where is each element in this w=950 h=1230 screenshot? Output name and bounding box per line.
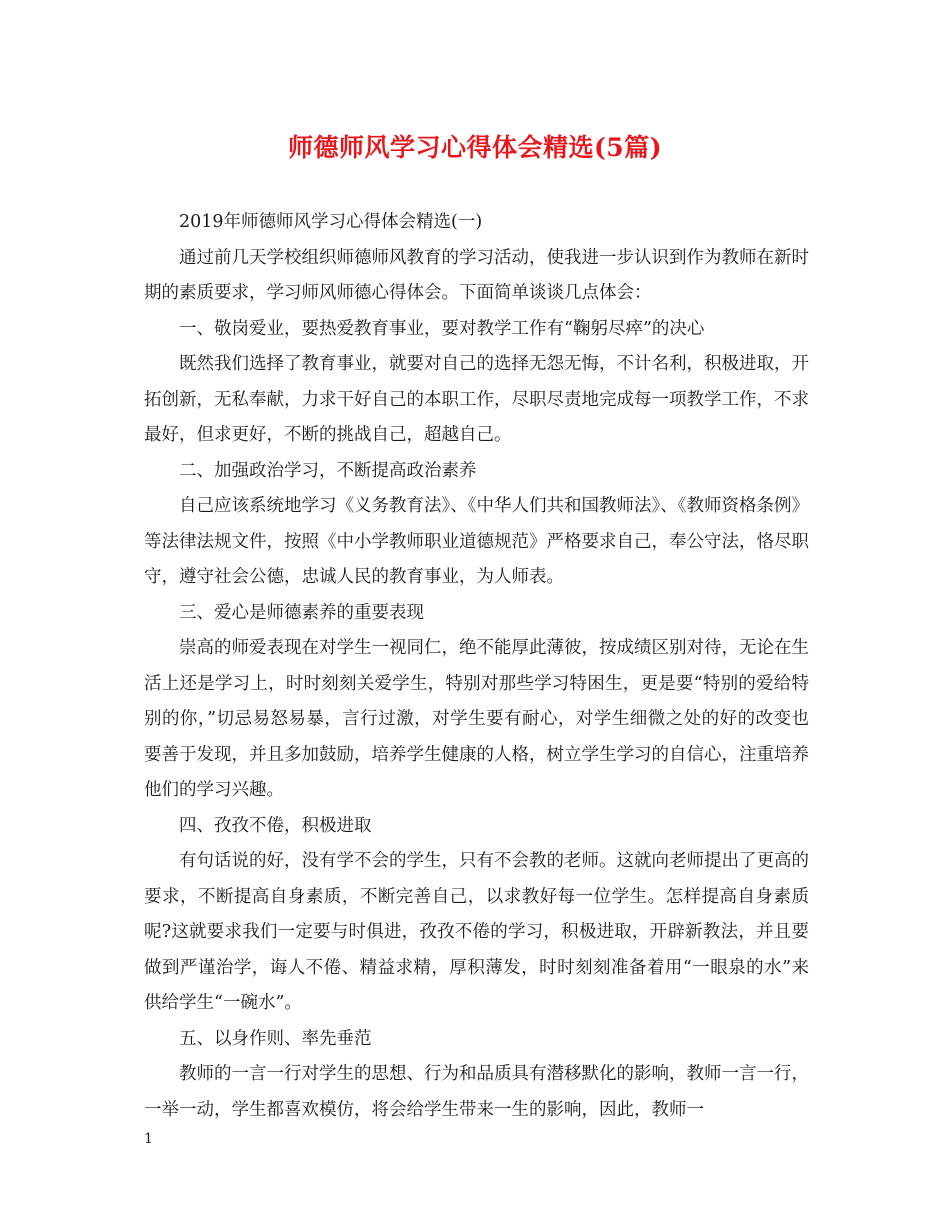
document-body: [144, 205, 809, 1128]
section-heading-intro: 2019年师德师风学习心得体会精选(一): [179, 212, 483, 232]
paragraph-2: 自己应该系统地学习《义务教育法》、《中华人们共和国教师法》、《教师资格条例》等法律法规文件，按照《中小学教师职业道德规范》严格要求自己，奉公守法，恪尽职守，遵守社会公德，忠诚人民的教育事业，为人师表。: [144, 496, 809, 587]
paragraph-4: 有句话说的好，没有学不会的学生，只有不会教的老师。这就向老师提出了更高的要求，不断提高自身素质，不断完善自己，以求教好每一位学生。怎样提高自身素质呢?这就要求我们一定要与时俱进，孜孜不倦的学习，积极进取，开辟新教法，并且要做到严谨治学，诲人不倦、精益求精，厚积薄发，时时刻刻准备着用“一眼泉的水”来供给学生“一碗水”。: [144, 851, 809, 1013]
section-heading-5: 五、以身作则、率先垂范: [179, 1028, 372, 1049]
paragraph-5: 教师的一言一行对学生的思想、行为和品质具有潜移默化的影响，教师一言一行，一举一动，学生都喜欢模仿，将会给学生带来一生的影响，因此，教师一: [144, 1064, 809, 1120]
section-heading-3: 三、爱心是师德素养的重要表现: [179, 602, 424, 623]
paragraph-1: 既然我们选择了教育事业，就要对自己的选择无怨无悔，不计名利，积极进取，开拓创新，无私奉献，力求干好自己的本职工作，尽职尽责地完成每一项教学工作，不求最好，但求更好，不断的挑战自己，超越自己。: [144, 354, 809, 445]
paragraph-3: 崇高的师爱表现在对学生一视同仁，绝不能厚此薄彼，按成绩区别对待，无论在生活上还是学习上，时时刻刻关爱学生，特别对那些学习特困生，更是要“特别的爱给特别的你，”切忌易怒易暴，言行过激，对学生要有耐心，对学生细微之处的好的改变也要善于发现，并且多加鼓励，培养学生健康的人格，树立学生学习的自信心，注重培养他们的学习兴趣。: [144, 638, 809, 800]
section-heading-1: 一、敬岗爱业，要热爱教育事业，要对教学工作有“鞠躬尽瘁”的决心: [179, 318, 705, 339]
page-number: 1: [144, 1131, 153, 1147]
section-heading-2: 二、加强政治学习，不断提高政治素养: [179, 460, 477, 481]
paragraph-intro: 通过前几天学校组织师德师风教育的学习活动，使我进一步认识到作为教师在新时期的素质要求，学习师风师德心得体会。下面简单谈谈几点体会：: [144, 247, 809, 303]
section-heading-4: 四、孜孜不倦，积极进取: [179, 815, 372, 836]
document-title: 师德师风学习心得体会精选(5篇): [287, 133, 663, 162]
